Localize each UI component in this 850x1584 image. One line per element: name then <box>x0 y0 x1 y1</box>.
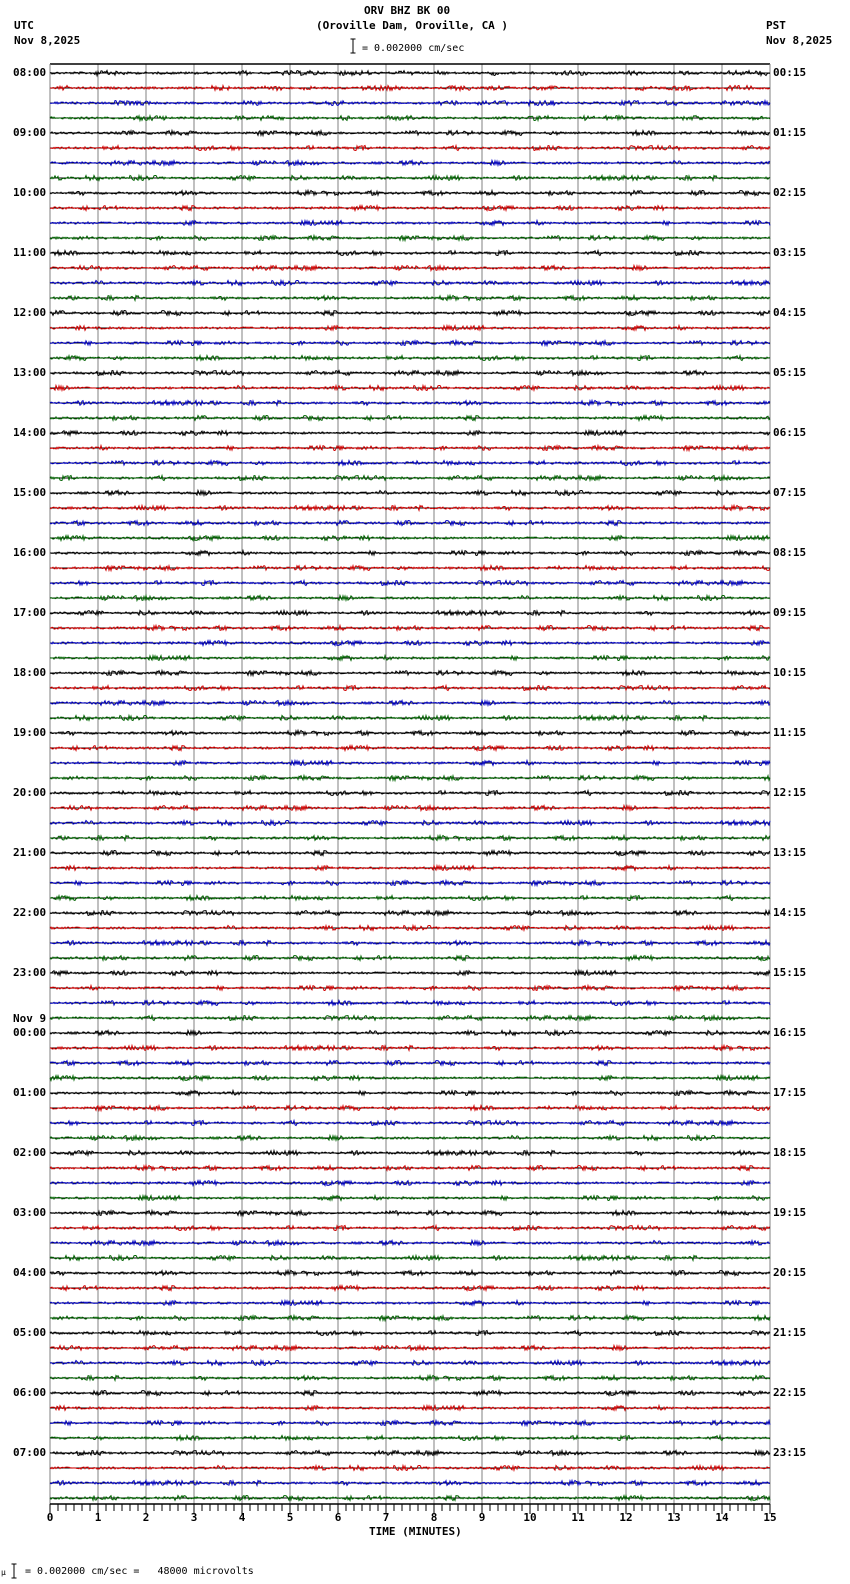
x-tick-label: 0 <box>46 1511 54 1524</box>
seismic-trace <box>50 1346 770 1351</box>
pst-hour-label: 19:15 <box>773 1206 807 1219</box>
x-tick-label: 3 <box>190 1511 198 1524</box>
utc-hour-label: 19:00 <box>13 726 47 739</box>
pst-hour-label: 06:15 <box>773 426 807 439</box>
utc-hour-label: 10:00 <box>13 186 47 199</box>
seismic-trace <box>50 1376 770 1381</box>
utc-hour-label: 01:00 <box>13 1086 47 1099</box>
pst-hour-label: 03:15 <box>773 246 807 259</box>
x-tick-label: 11 <box>571 1511 585 1524</box>
left-timezone: UTC <box>14 19 34 32</box>
seismic-trace <box>50 191 770 196</box>
seismic-trace <box>50 1016 770 1021</box>
utc-hour-label: 13:00 <box>13 366 47 379</box>
pst-hour-label: 18:15 <box>773 1146 807 1159</box>
seismic-trace <box>50 311 770 316</box>
right-date: Nov 8,2025 <box>766 34 833 47</box>
utc-hour-label: 06:00 <box>13 1386 47 1399</box>
scale-label: = 0.002000 cm/sec <box>362 43 465 54</box>
x-tick-label: 13 <box>667 1511 681 1524</box>
x-tick-label: 7 <box>382 1511 390 1524</box>
x-tick-label: 14 <box>715 1511 729 1524</box>
utc-hour-label: 00:00 <box>13 1026 47 1039</box>
utc-date-change-label: Nov 9 <box>13 1012 47 1025</box>
pst-hour-label: 11:15 <box>773 726 807 739</box>
station-title: ORV BHZ BK 00 <box>364 4 451 17</box>
utc-hour-label: 14:00 <box>13 426 47 439</box>
seismic-trace <box>50 1121 770 1126</box>
utc-hour-label: 03:00 <box>13 1206 47 1219</box>
utc-hour-label: 05:00 <box>13 1326 47 1339</box>
x-tick-label: 9 <box>478 1511 486 1524</box>
seismic-trace <box>50 1256 770 1261</box>
seismic-trace <box>50 371 770 376</box>
utc-hour-label: 08:00 <box>13 66 47 79</box>
x-tick-label: 6 <box>334 1511 342 1524</box>
seismic-trace <box>50 1226 770 1231</box>
pst-hour-label: 07:15 <box>773 486 807 499</box>
pst-hour-label: 12:15 <box>773 786 807 799</box>
pst-hour-label: 23:15 <box>773 1446 807 1459</box>
left-date: Nov 8,2025 <box>14 34 81 47</box>
footer-scale-label: = 0.002000 cm/sec = 48000 microvolts <box>25 1566 254 1577</box>
seismic-trace <box>50 716 770 721</box>
pst-hour-label: 15:15 <box>773 966 807 979</box>
pst-hour-label: 14:15 <box>773 906 807 919</box>
utc-hour-label: 12:00 <box>13 306 47 319</box>
seismic-trace <box>50 1001 770 1006</box>
footer-unit-glyph: μ <box>1 1568 6 1577</box>
pst-hour-label: 09:15 <box>773 606 807 619</box>
pst-hour-label: 21:15 <box>773 1326 807 1339</box>
seismic-trace <box>50 1271 770 1276</box>
utc-hour-label: 17:00 <box>13 606 47 619</box>
seismic-trace <box>50 1106 770 1111</box>
seismic-trace <box>50 1301 770 1306</box>
x-tick-label: 15 <box>763 1511 777 1524</box>
seismic-trace <box>50 341 770 346</box>
seismic-trace <box>50 1361 770 1366</box>
utc-hour-label: 11:00 <box>13 246 47 259</box>
utc-hour-label: 21:00 <box>13 846 47 859</box>
seismic-trace <box>50 581 770 586</box>
pst-hour-label: 20:15 <box>773 1266 807 1279</box>
seismic-trace <box>50 101 770 106</box>
seismic-trace <box>50 176 770 181</box>
utc-hour-label: 04:00 <box>13 1266 47 1279</box>
seismic-trace <box>50 1466 770 1471</box>
pst-hour-label: 16:15 <box>773 1026 807 1039</box>
utc-hour-label: 23:00 <box>13 966 47 979</box>
pst-hour-label: 00:15 <box>773 66 807 79</box>
utc-hour-label: 16:00 <box>13 546 47 559</box>
seismic-trace <box>50 491 770 496</box>
pst-hour-label: 01:15 <box>773 126 807 139</box>
pst-hour-label: 13:15 <box>773 846 807 859</box>
pst-hour-label: 22:15 <box>773 1386 807 1399</box>
seismic-trace <box>50 656 770 661</box>
x-tick-label: 1 <box>94 1511 102 1524</box>
pst-hour-label: 08:15 <box>773 546 807 559</box>
pst-hour-label: 05:15 <box>773 366 807 379</box>
x-tick-label: 8 <box>430 1511 438 1524</box>
x-tick-label: 5 <box>286 1511 294 1524</box>
station-location: (Oroville Dam, Oroville, CA ) <box>316 19 509 32</box>
pst-hour-label: 10:15 <box>773 666 807 679</box>
x-tick-label: 10 <box>523 1511 537 1524</box>
seismic-trace <box>50 1136 770 1141</box>
pst-hour-label: 02:15 <box>773 186 807 199</box>
footer-scale-bar-icon <box>11 1563 17 1579</box>
seismic-trace <box>50 1076 770 1081</box>
utc-hour-label: 02:00 <box>13 1146 47 1159</box>
x-tick-label: 2 <box>142 1511 150 1524</box>
pst-hour-label: 04:15 <box>773 306 807 319</box>
x-tick-label: 12 <box>619 1511 633 1524</box>
seismic-trace <box>50 896 770 901</box>
seismic-trace <box>50 221 770 226</box>
seismic-trace <box>50 461 770 466</box>
seismic-trace <box>50 86 770 91</box>
x-axis-title: TIME (MINUTES) <box>369 1525 462 1538</box>
utc-hour-label: 07:00 <box>13 1446 47 1459</box>
seismic-trace <box>50 296 770 301</box>
utc-hour-label: 15:00 <box>13 486 47 499</box>
utc-hour-label: 20:00 <box>13 786 47 799</box>
seismic-trace <box>50 416 770 421</box>
right-timezone: PST <box>766 19 786 32</box>
utc-hour-label: 18:00 <box>13 666 47 679</box>
utc-hour-label: 09:00 <box>13 126 47 139</box>
seismic-trace <box>50 941 770 946</box>
seismic-trace <box>50 386 770 391</box>
x-tick-label: 4 <box>238 1511 246 1524</box>
seismic-trace <box>50 266 770 271</box>
utc-hour-label: 22:00 <box>13 906 47 919</box>
pst-hour-label: 17:15 <box>773 1086 807 1099</box>
